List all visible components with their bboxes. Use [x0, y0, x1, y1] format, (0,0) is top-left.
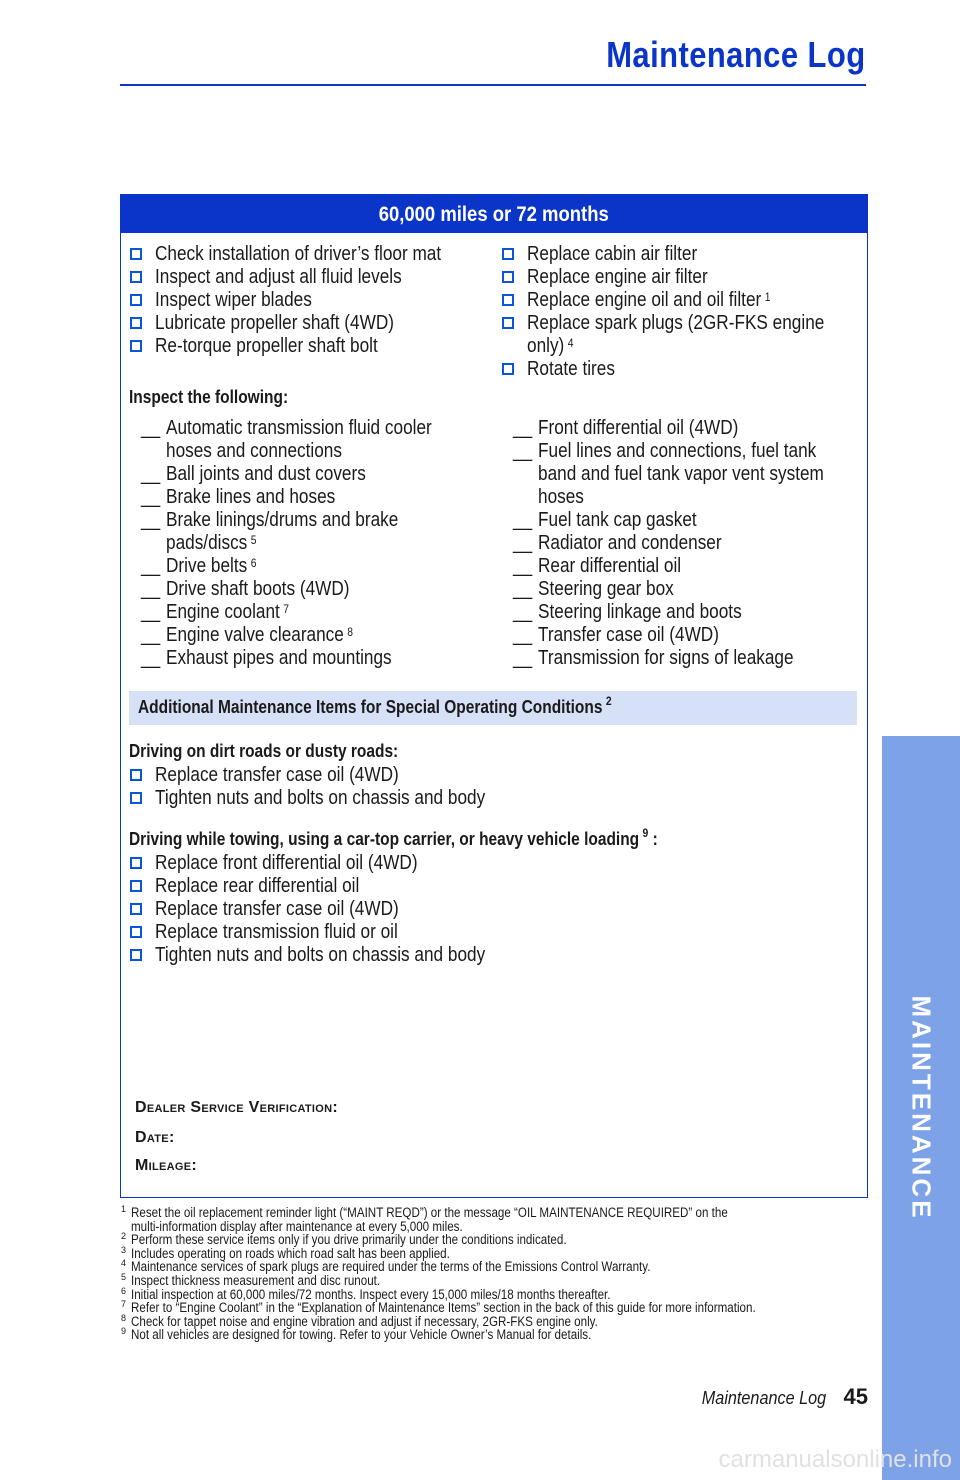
checkbox[interactable]: [130, 949, 142, 961]
inspect-item: __ Rear differential oil: [513, 555, 682, 577]
footnote: 4 Maintenance services of spark plugs are required under the terms of the Emissions Control Warranty.: [121, 1258, 651, 1275]
inspect-item: __ Drive shaft boots (4WD): [141, 578, 350, 600]
checklist-item: Inspect wiper blades: [130, 289, 488, 312]
inspect-item: __ Automatic transmission fluid cooler hoses and connections: [141, 417, 432, 462]
checklist-item: Re-torque propeller shaft bolt: [130, 335, 488, 358]
inspect-item: __ Steering gear box: [513, 578, 674, 600]
footnote-ref: 4: [567, 336, 574, 350]
footnote-ref: 2: [605, 694, 612, 708]
inspect-item: __ Fuel tank cap gasket: [513, 509, 697, 531]
checkbox[interactable]: [130, 769, 142, 781]
footnote: 6 Initial inspection at 60,000 miles/72 months. Inspect every 15,000 miles/18 months thereafter.: [121, 1285, 611, 1302]
footnote: 5 Inspect thickness measurement and disc runout.: [121, 1271, 381, 1288]
checkbox[interactable]: [502, 271, 514, 283]
interval-header: 60,000 miles or 72 months: [121, 195, 867, 233]
checklist-left: [130, 243, 488, 358]
checkbox[interactable]: [130, 857, 142, 869]
checklist-item: Tighten nuts and bolts on chassis and body: [130, 787, 539, 810]
inspect-item: __ Steering linkage and boots: [513, 601, 742, 623]
inspect-item: __ Exhaust pipes and mountings: [141, 647, 392, 669]
side-tab-label: MAINTENANCE: [906, 995, 937, 1221]
checklist-item: Replace spark plugs (2GR-FKS engine only) $^4$: [502, 312, 873, 358]
checklist-item: Rotate tires: [502, 358, 873, 381]
checkbox[interactable]: [502, 248, 514, 260]
footnote: 8 Check for tappet noise and engine vibration and adjust if necessary, 2GR-FKS engine only.: [121, 1312, 598, 1329]
section-side-tab[interactable]: [882, 736, 960, 1480]
checkbox[interactable]: [130, 926, 142, 938]
checkbox[interactable]: [502, 363, 514, 375]
footnote: 1 Reset the oil replacement reminder light (“MAINT REQD”) or the message “OIL MAINTENANCE REQUIRED” on the multi-information display after maintenance at every 5,000 miles.: [121, 1204, 728, 1234]
maintenance-box: [120, 194, 868, 1198]
date-label: Date:: [135, 1129, 175, 1146]
footnote-ref: 1: [764, 290, 771, 304]
checkbox[interactable]: [130, 248, 142, 260]
inspect-item: __ Engine coolant $^7$: [141, 601, 289, 623]
footnote: 7 Refer to “Engine Coolant” in the “Explanation of Maintenance Items” section in the back of this guide for more information.: [121, 1299, 756, 1316]
checkbox[interactable]: [130, 317, 142, 329]
inspect-item: __ Ball joints and dust covers: [141, 463, 366, 485]
checklist-item: Replace front differential oil (4WD): [130, 852, 539, 875]
checkbox[interactable]: [502, 294, 514, 306]
footnote: 2 Perform these service items only if you drive primarily under the conditions indicated.: [121, 1231, 567, 1248]
footnote-ref: 8: [347, 625, 354, 639]
checkbox[interactable]: [130, 340, 142, 352]
inspect-item: __ Brake lines and hoses: [141, 486, 336, 508]
checklist-item: Replace engine air filter: [502, 266, 873, 289]
checklist-item: Check installation of driver’s floor mat: [130, 243, 488, 266]
checklist-item: Replace cabin air filter: [502, 243, 873, 266]
page-number: 45: [843, 1384, 868, 1409]
inspect-item: __ Transmission for signs of leakage: [513, 647, 794, 669]
inspect-heading: Inspect the following:: [129, 387, 289, 407]
footnote: 9 Not all vehicles are designed for towing. Refer to your Vehicle Owner’s Manual for details.: [121, 1326, 592, 1343]
towing-list: [130, 852, 539, 967]
inspect-item: __ Transfer case oil (4WD): [513, 624, 719, 646]
inspect-item: __ Drive belts $^6$: [141, 555, 257, 577]
checkbox[interactable]: [130, 792, 142, 804]
checkbox[interactable]: [502, 317, 514, 329]
checklist-item: Replace transmission fluid or oil: [130, 921, 539, 944]
footnote-ref: 5: [250, 533, 257, 547]
checklist-item: Replace transfer case oil (4WD): [130, 764, 539, 787]
dirt-roads-list: [130, 764, 539, 810]
checklist-item: Tighten nuts and bolts on chassis and body: [130, 944, 539, 967]
inspect-list-left: [141, 417, 475, 670]
towing-heading: Driving while towing, using a car-top carrier, or heavy vehicle loading $^9$ :: [129, 826, 658, 849]
checkbox[interactable]: [130, 903, 142, 915]
special-conditions-bar: Additional Maintenance Items for Special Operating Conditions $^2$: [129, 691, 857, 725]
inspect-list-right: [513, 417, 870, 670]
checklist-item: Lubricate propeller shaft (4WD): [130, 312, 488, 335]
page-title: Maintenance Log: [606, 34, 866, 75]
checkbox[interactable]: [130, 271, 142, 283]
inspect-item: __ Engine valve clearance $^8$: [141, 624, 354, 646]
mileage-label: Mileage:: [135, 1157, 198, 1174]
footnotes: [121, 1206, 881, 1342]
inspect-item: __ Radiator and condenser: [513, 532, 722, 554]
inspect-item: __ Front differential oil (4WD): [513, 417, 739, 439]
dealer-verification-label: Dealer Service Verification:: [135, 1099, 339, 1116]
checkbox[interactable]: [130, 880, 142, 892]
footer-section-label: Maintenance Log: [701, 1388, 826, 1408]
checklist-item: Replace rear differential oil: [130, 875, 539, 898]
title-rule: [120, 84, 866, 86]
watermark: carmanualsonline.info: [718, 1446, 952, 1473]
checklist-item: Replace engine oil and oil filter $^1$: [502, 289, 873, 312]
checklist-right: [502, 243, 873, 381]
footnote: 3 Includes operating on roads which road salt has been applied.: [121, 1244, 450, 1261]
checklist-item: Replace transfer case oil (4WD): [130, 898, 539, 921]
checklist-item: Inspect and adjust all fluid levels: [130, 266, 488, 289]
footnote-ref: 9: [642, 826, 649, 840]
inspect-item: __ Fuel lines and connections, fuel tank band and fuel tank vapor vent system hoses: [513, 440, 824, 508]
inspect-item: __ Brake linings/drums and brake pads/discs $^5$: [141, 509, 399, 554]
footnote-ref: 7: [283, 602, 289, 616]
checkbox[interactable]: [130, 294, 142, 306]
dirt-roads-heading: Driving on dirt roads or dusty roads:: [129, 741, 399, 761]
footnote-ref: 6: [250, 556, 257, 570]
